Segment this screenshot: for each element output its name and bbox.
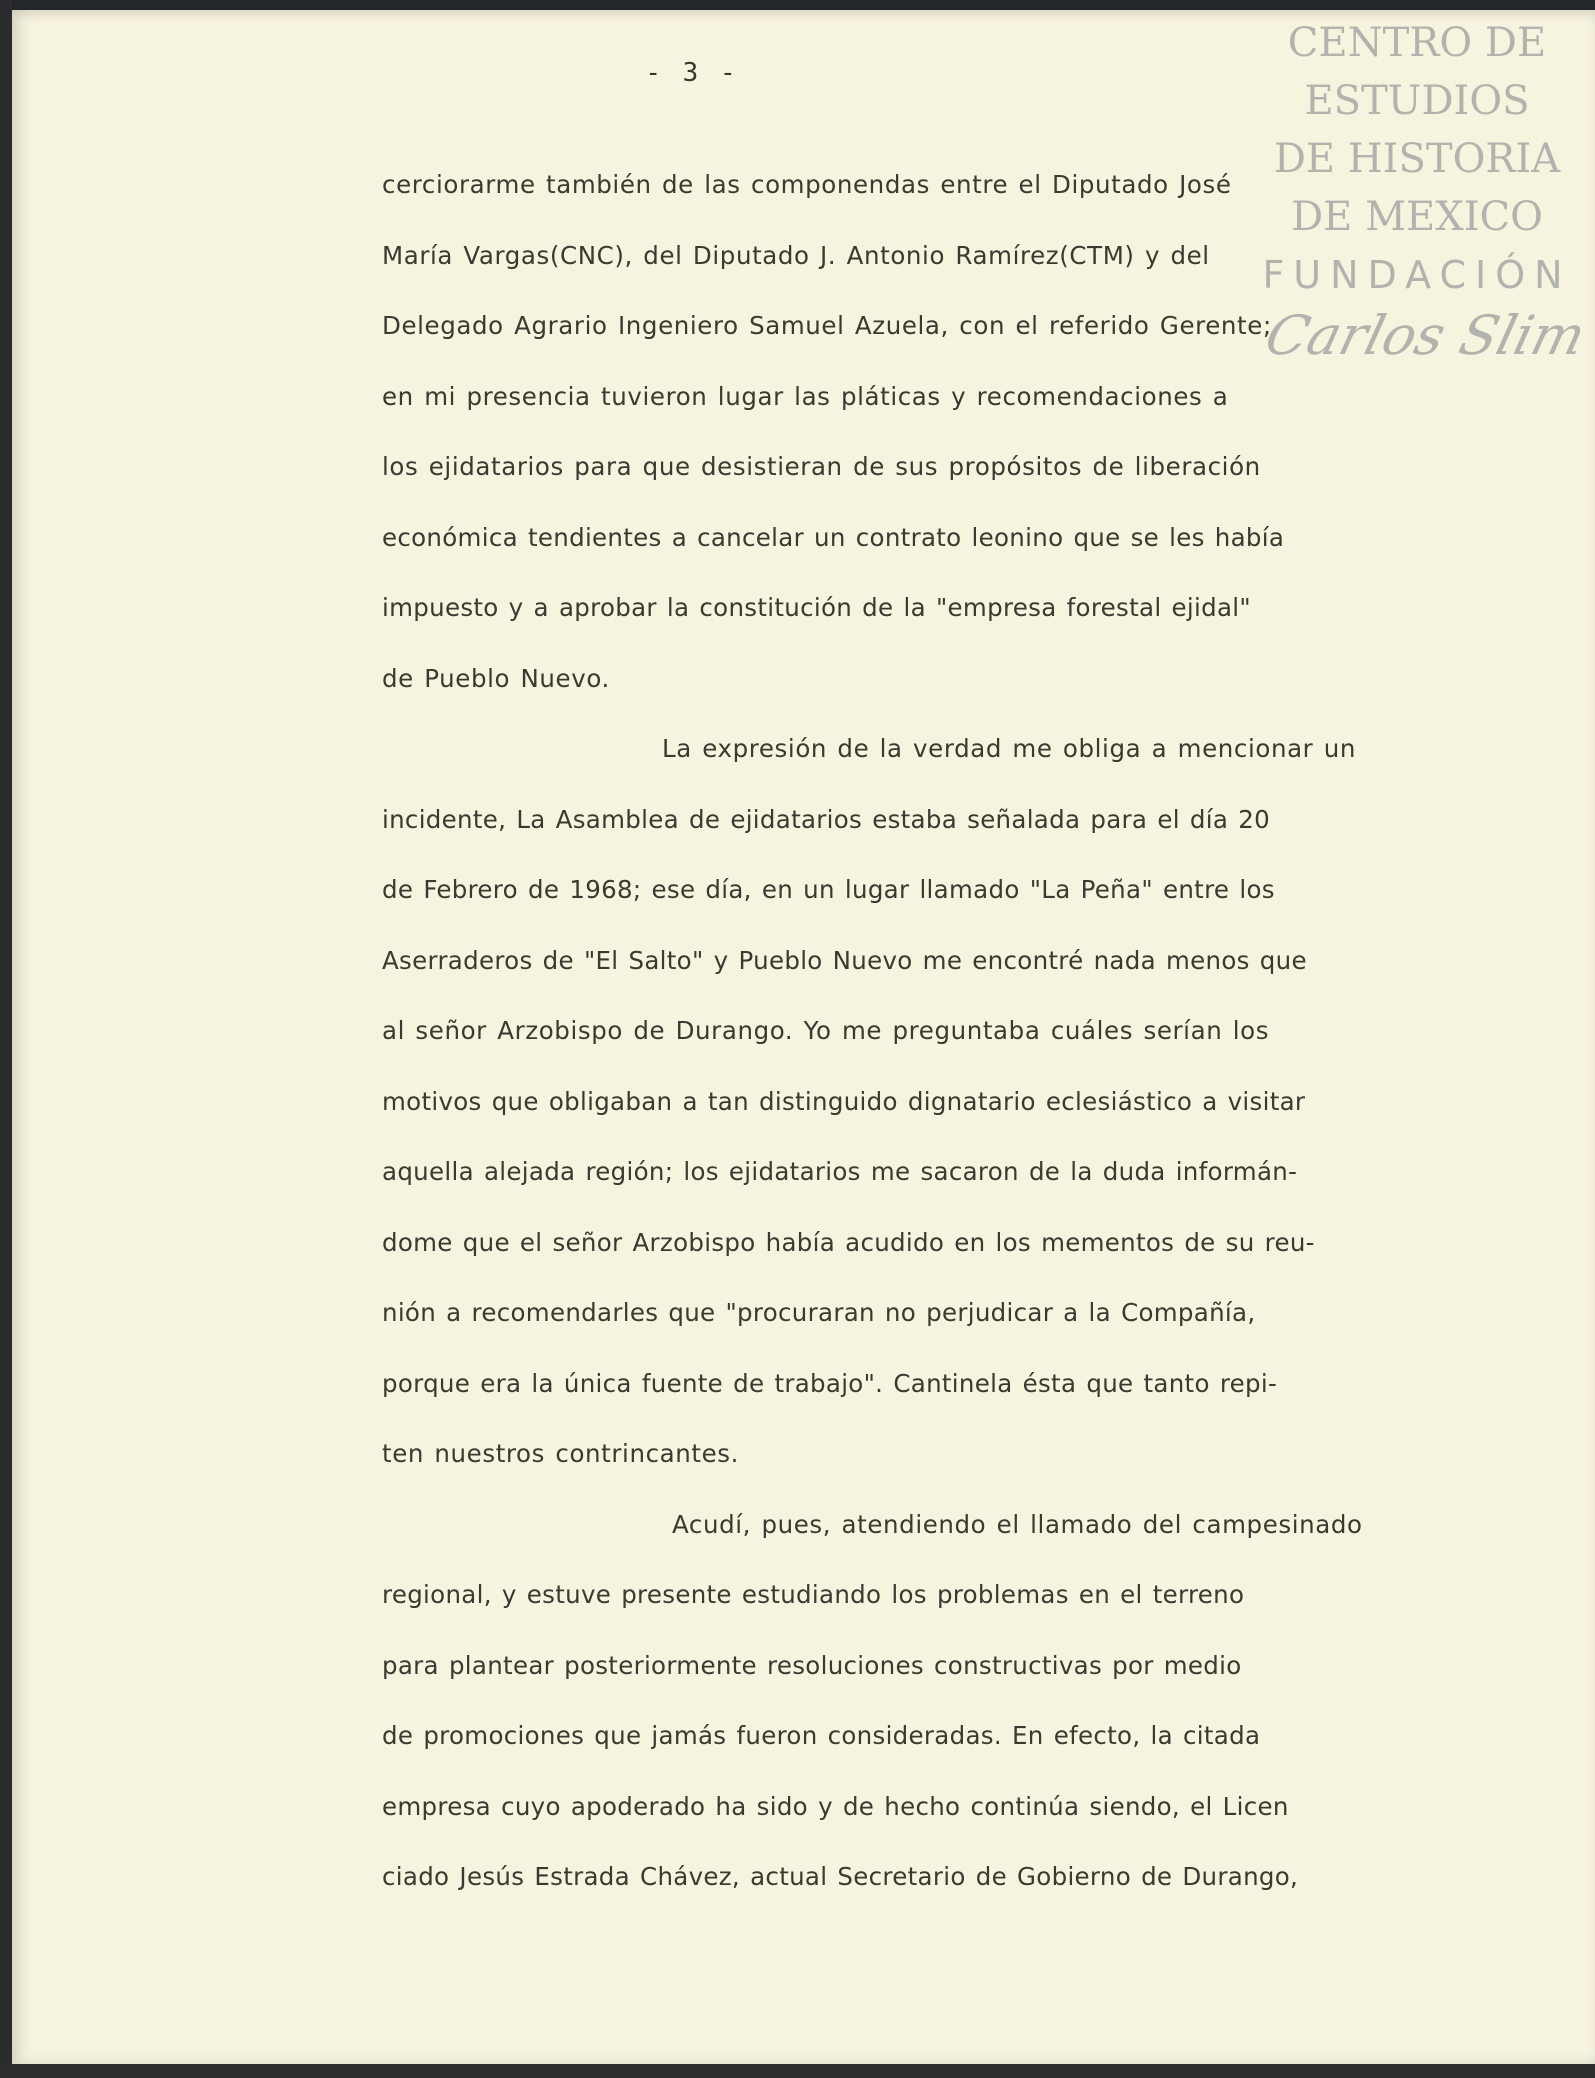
text-line: porque era la única fuente de trabajo". Cantinela ésta que tanto repi- xyxy=(382,1368,1278,1398)
body-text xyxy=(382,150,1552,1913)
watermark-line: ESTUDIOS xyxy=(1304,78,1530,124)
text-line: incidente, La Asamblea de ejidatarios estaba señalada para el día 20 xyxy=(382,804,1271,834)
text-line: nión a recomendarles que "procuraran no perjudicar a la Compañía, xyxy=(382,1298,1256,1327)
text-line: regional, y estuve presente estudiando los problemas en el terreno xyxy=(382,1580,1245,1609)
text-line: dome que el señor Arzobispo había acudido en los mementos de su reu- xyxy=(382,1227,1315,1257)
watermark-line: CENTRO DE xyxy=(1287,20,1547,66)
text-line: impuesto y a aprobar la constitución de la "empresa forestal ejidal" xyxy=(382,593,1251,622)
scan-top-edge xyxy=(0,0,1595,10)
text-line: empresa cuyo apoderado ha sido y de hecho continúa siendo, el Licen xyxy=(382,1791,1289,1821)
text-line: Delegado Agrario Ingeniero Samuel Azuela, con el referido Gerente; xyxy=(382,311,1272,340)
watermark-foundation: FUNDACIÓN xyxy=(1262,253,1572,297)
text-line: económica tendientes a cancelar un contrato leonino que se les había xyxy=(382,522,1285,552)
text-line: aquella alejada región; los ejidatarios me sacaron de la duda informán- xyxy=(382,1157,1298,1186)
text-line: Aserraderos de "El Salto" y Pueblo Nuevo me encontré nada menos que xyxy=(382,945,1307,975)
page-number: - 3 - xyxy=(645,58,739,88)
text-line: ten nuestros contrincantes. xyxy=(382,1439,740,1468)
text-line: ciado Jesús Estrada Chávez, actual Secretario de Gobierno de Durango, xyxy=(382,1862,1299,1891)
scan-left-edge xyxy=(0,0,12,2078)
text-line: al señor Arzobispo de Durango. Yo me preguntaba cuáles serían los xyxy=(382,1016,1270,1045)
watermark-signature: Carlos Slim xyxy=(1259,304,1592,367)
text-line: para plantear posteriormente resoluciones constructivas por medio xyxy=(382,1650,1242,1680)
scan-bottom-edge xyxy=(0,2064,1595,2078)
text-line: de promociones que jamás fueron consideradas. En efecto, la citada xyxy=(382,1721,1261,1750)
paragraph-start-line: Acudí, pues, atendiendo el llamado del campesinado xyxy=(672,1509,1363,1539)
text-line: cerciorarme también de las componendas entre el Diputado José xyxy=(382,170,1232,199)
watermark-line: DE MEXICO xyxy=(1291,194,1543,240)
text-line: los ejidatarios para que desistieran de sus propósitos de liberación xyxy=(382,452,1261,481)
text-line: de Febrero de 1968; ese día, en un lugar llamado "La Peña" entre los xyxy=(382,875,1275,904)
text-line: en mi presencia tuvieron lugar las pláticas y recomendaciones a xyxy=(382,381,1229,411)
text-line: de Pueblo Nuevo. xyxy=(382,663,610,693)
text-line: motivos que obligaban a tan distinguido dignatario eclesiástico a visitar xyxy=(382,1086,1306,1116)
paragraph-start-line: La expresión de la verdad me obliga a mencionar un xyxy=(662,734,1356,763)
text-line: María Vargas(CNC), del Diputado J. Antonio Ramírez(CTM) y del xyxy=(382,240,1210,270)
watermark-line: DE HISTORIA xyxy=(1273,136,1561,182)
document-page xyxy=(12,10,1595,2064)
